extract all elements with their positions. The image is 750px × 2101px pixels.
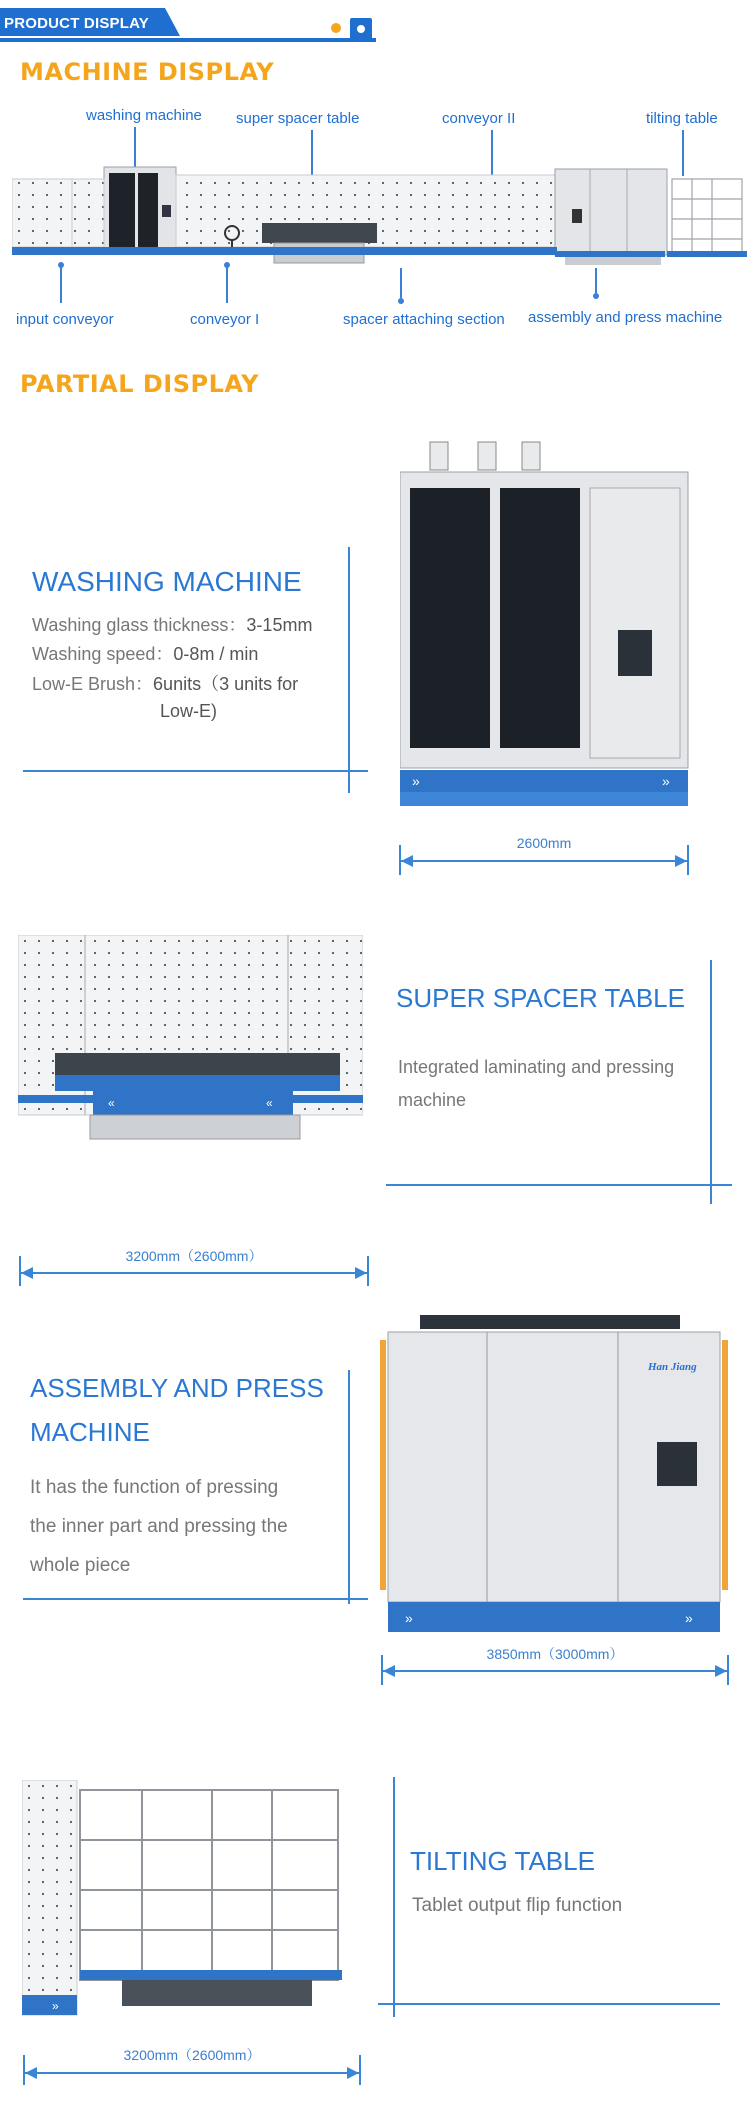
nav-dot-button[interactable] <box>350 18 372 40</box>
label-assembly-press: assembly and press machine <box>528 309 723 326</box>
press-desc-line: whole piece <box>30 1555 131 1576</box>
spec-value: 3-15mm <box>246 615 313 635</box>
divider-horizontal <box>23 770 368 772</box>
spec-thickness <box>32 612 312 639</box>
washing-dimension: 2600mm <box>516 835 572 851</box>
spec-brush-cont: Low-E) <box>160 701 218 721</box>
pointer-dot-spacer-section <box>398 298 404 304</box>
spacer-dimension-arrow <box>21 1272 367 1274</box>
label-conveyor-ii: conveyor II <box>442 110 516 127</box>
washing-title: WASHING MACHINE <box>32 566 302 597</box>
press-dimension: 3850mm（3000mm） <box>486 1646 624 1662</box>
spec-value: 0-8m / min <box>173 644 259 664</box>
pointer-spacer-section <box>400 268 402 298</box>
press-title <box>30 1366 324 1454</box>
spec-speed <box>32 641 258 668</box>
divider-vertical <box>348 547 350 793</box>
washing-chevron-right: » <box>662 773 670 789</box>
washing-machine-image <box>400 440 690 830</box>
spacer-title: SUPER SPACER TABLE <box>396 983 685 1013</box>
label-spacer-attaching-section: spacer attaching section <box>343 311 505 328</box>
dim-tick-right <box>727 1655 729 1685</box>
dim-tick-right <box>359 2055 361 2085</box>
spacer-chevron-right: « <box>266 1096 273 1110</box>
production-line-illustration <box>12 165 747 280</box>
spacer-chevron-left: « <box>108 1096 115 1110</box>
tilting-title: TILTING TABLE <box>410 1846 595 1876</box>
dim-tick-right <box>687 845 689 875</box>
spec-label: Washing speed： <box>32 644 174 664</box>
label-tilting-table: tilting table <box>646 110 718 127</box>
press-desc-line: the inner part and pressing the <box>30 1516 288 1537</box>
tilting-dimension-arrow <box>25 2072 359 2074</box>
washing-chevron-left: » <box>412 773 420 789</box>
spec-label: Low-E Brush： <box>32 674 154 694</box>
divider-horizontal <box>23 1598 368 1600</box>
tilting-dimension: 3200mm（2600mm） <box>123 2047 261 2063</box>
partial-display-title: PARTIAL DISPLAY <box>20 370 260 398</box>
pointer-press <box>595 268 597 293</box>
divider-horizontal <box>378 2003 720 2005</box>
spacer-desc-line2: machine <box>398 1090 467 1110</box>
press-chevron-right: » <box>685 1610 693 1626</box>
tilting-desc: Tablet output flip function <box>412 1895 623 1916</box>
press-brand-logo: Han Jiang <box>648 1361 697 1373</box>
pointer-washing <box>134 127 136 167</box>
spacer-table-image <box>18 935 363 1150</box>
pointer-input <box>60 265 62 303</box>
divider-vertical <box>393 1777 395 2017</box>
tilting-chevron: » <box>52 1999 59 2013</box>
spec-label: Washing glass thickness： <box>32 615 247 635</box>
label-conveyor-i: conveyor I <box>190 311 260 328</box>
pointer-conveyor-i <box>226 265 228 303</box>
divider-vertical <box>710 960 712 1204</box>
dim-tick-right <box>367 1256 369 1286</box>
label-washing-machine: washing machine <box>86 107 202 124</box>
label-input-conveyor: input conveyor <box>16 311 114 328</box>
spec-brush <box>32 671 298 698</box>
washing-dimension-arrow <box>401 860 687 862</box>
spec-value: 6units（3 units for <box>153 674 299 694</box>
banner-label: PRODUCT DISPLAY <box>4 15 149 32</box>
spacer-dimension: 3200mm（2600mm） <box>125 1248 263 1264</box>
label-super-spacer-table: super spacer table <box>236 110 360 127</box>
divider-horizontal <box>386 1184 732 1186</box>
press-machine-image <box>380 1310 728 1655</box>
press-title-line2: MACHINE <box>30 1417 150 1447</box>
divider-vertical <box>348 1370 350 1604</box>
press-title-line1: ASSEMBLY AND PRESS <box>30 1373 324 1403</box>
press-dimension-arrow <box>383 1670 727 1672</box>
machine-display-title: MACHINE DISPLAY <box>20 58 275 86</box>
spacer-desc-line1: Integrated laminating and pressing <box>398 1057 675 1077</box>
press-desc-line: It has the function of pressing <box>30 1477 279 1498</box>
pointer-dot-press <box>593 293 599 299</box>
orange-dot-icon <box>331 23 341 33</box>
tilting-table-image <box>22 1780 344 2020</box>
press-desc <box>30 1468 288 1585</box>
press-chevron-left: » <box>405 1610 413 1626</box>
